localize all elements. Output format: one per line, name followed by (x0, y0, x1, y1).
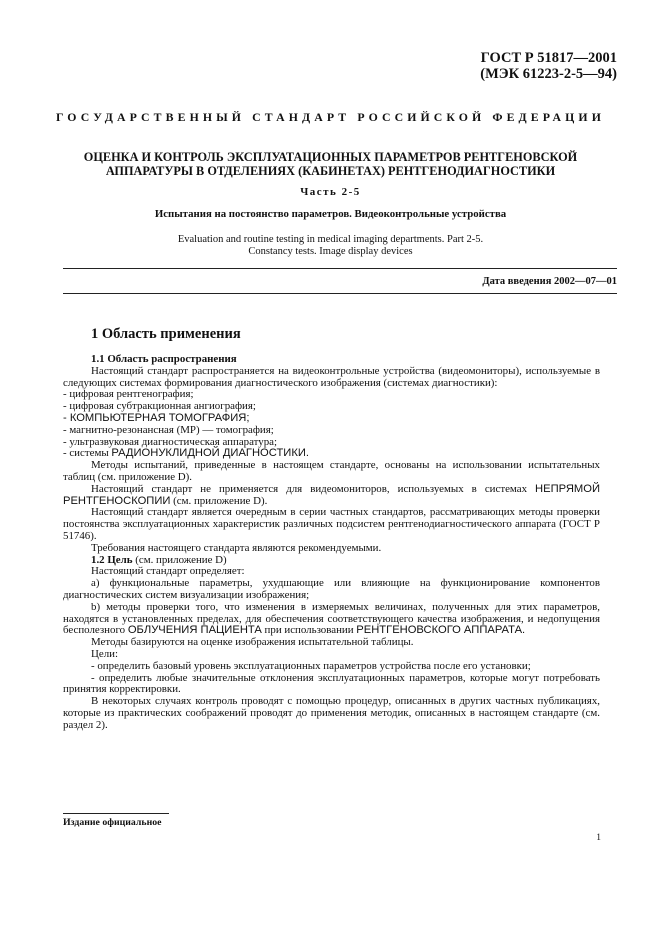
paragraph-scope: Настоящий стандарт распространяется на видеоконтрольные устройства (видеомониторы), используемые в следующих системах формирования диагностического изображения (системах диагностики): (63, 364, 600, 389)
iec-number: (МЭК 61223-2-5—94) (480, 66, 617, 82)
document-title (60, 150, 601, 178)
title-line-2: АППАРАТУРЫ В ОТДЕЛЕНИЯХ (КАБИНЕТАХ) РЕНТГЕНОДИАГНОСТИКИ (105, 164, 556, 178)
paragraph-goals: Цели: (91, 647, 118, 660)
list-item: - системы РАДИОНУКЛИДНОЙ ДИАГНОСТИКИ. (63, 447, 310, 460)
section-heading: 1 Область применения (91, 326, 241, 342)
document-subtitle: Испытания на постоянство параметров. Видеоконтрольные устройства (154, 208, 507, 220)
paragraph-item-a: а) функциональные параметры, ухудшающие или влияющие на функционирование компонентов диагностических систем визуализации изображения; (63, 577, 600, 601)
paragraph-other-procedures: В некоторых случаях контроль проводят с помощью процедур, описанных в других частных публикациях, которые из практических соображений проводят до применения методик, описанных в настоящем стандарте (см. раздел 2). (63, 695, 600, 731)
document-number-block (480, 50, 617, 82)
english-title-line-1: Evaluation and routine testing in medical imaging departments. Part 2-5. (177, 234, 484, 245)
divider-bottom (63, 293, 617, 294)
gost-number: ГОСТ Р 51817—2001 (480, 50, 617, 66)
paragraph-not-applicable: Настоящий стандарт не применяется для видеомониторов, используемых в системах НЕПРЯМОЙ РЕНТГЕНОСКОПИИ (см. приложение D). (63, 482, 600, 507)
title-line-1: ОЦЕНКА И КОНТРОЛЬ ЭКСПЛУАТАЦИОННЫХ ПАРАМЕТРОВ РЕНТГЕНОВСКОЙ (83, 150, 578, 164)
english-title (0, 234, 661, 258)
paragraph-recommended: Требования настоящего стандарта являются рекомендуемыми. (91, 541, 382, 554)
paragraph-based: Методы базируются на оценке изображения испытательной таблицы. (91, 636, 414, 649)
page-number: 1 (596, 833, 601, 843)
english-title-line-2: Constancy tests. Image display devices (248, 246, 413, 257)
part-label: Часть 2-5 (300, 186, 361, 198)
paragraph-goal-2: - определить любые значительные отклонения эксплуатационных параметров, которые могут потребовать принятия корректировки. (63, 671, 600, 696)
divider-top (63, 268, 617, 269)
list-item: - ультразвуковая диагностическая аппаратура; (63, 435, 278, 448)
list-item: - КОМПЬЮТЕРНАЯ ТОМОГРАФИЯ; (63, 411, 250, 424)
paragraph-methods: Методы испытаний, приведенные в настоящем стандарте, основаны на использовании испытательных таблиц (см. приложение D). (63, 459, 600, 483)
paragraph-defines: Настоящий стандарт определяет: (91, 565, 245, 578)
subsection-1-2-heading: 1.2 Цель (см. приложение D) (91, 553, 227, 566)
list-item: - магнитно-резонансная (МР) — томография; (63, 423, 274, 436)
paragraph-goal-1: - определить базовый уровень эксплуатационных параметров устройства после его установки; (91, 659, 531, 672)
paragraph-series: Настоящий стандарт является очередным в серии частных стандартов, рассматривающих методы проверки постоянства эксплуатационных характеристик различных подсистем рентгенодиагностического аппарата (ГОСТ Р 51746). (63, 506, 600, 542)
footer-divider (63, 813, 169, 814)
body-text (63, 354, 600, 732)
list-item: - цифровая рентгенография; (63, 388, 194, 401)
introduction-date: Дата введения 2002—07—01 (482, 276, 617, 287)
state-standard-heading: ГОСУДАРСТВЕННЫЙ СТАНДАРТ РОССИЙСКОЙ ФЕДЕРАЦИИ (56, 110, 605, 124)
list-item: - цифровая субтракционная ангиография; (63, 400, 256, 413)
paragraph-item-b: b) методы проверки того, что изменения в измеряемых величинах, полученных для этих параметров, находятся в установленных пределах, для обеспечения соответствующего качества изображения, и недопущения бесполезного ОБЛУЧЕНИЯ ПАЦИЕНТА при использовании РЕНТГЕНОВСКОГО АППАРАТА. (63, 600, 600, 637)
official-edition-label: Издание официальное (63, 817, 162, 828)
subsection-1-1-heading: 1.1 Область распространения (91, 353, 237, 365)
